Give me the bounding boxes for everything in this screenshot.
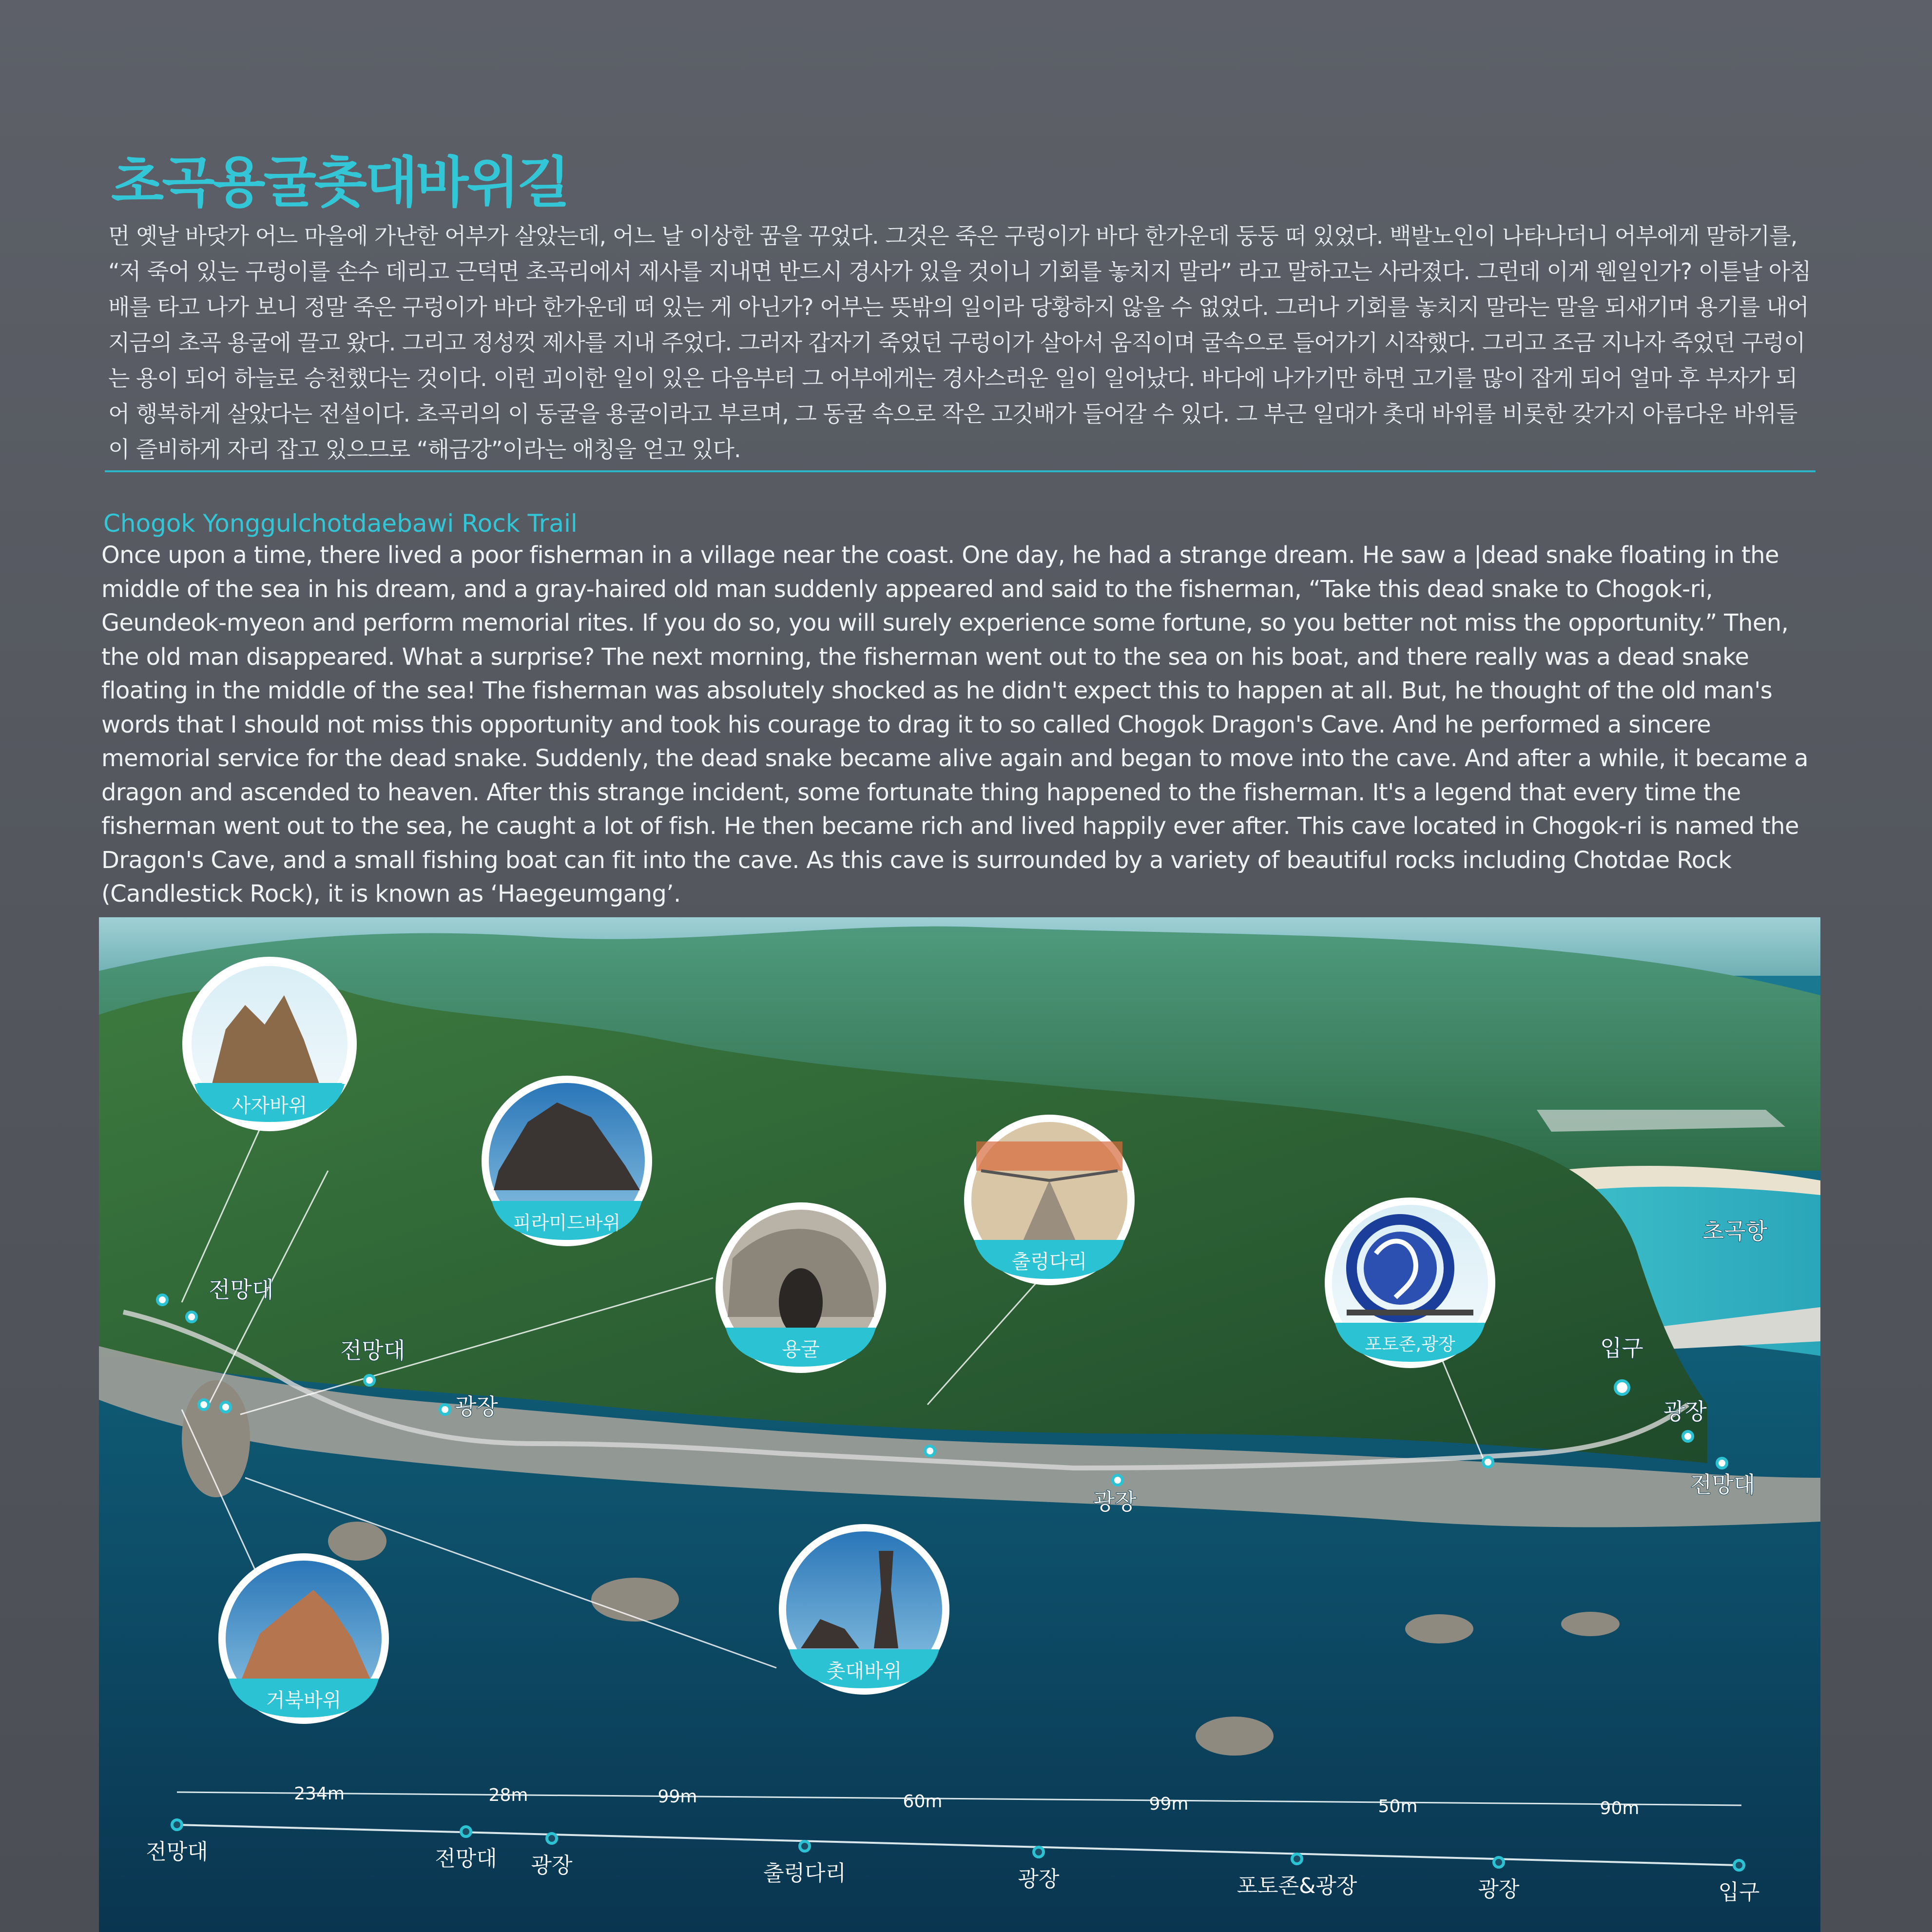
distance-segment: 234m <box>294 1784 345 1804</box>
callout-bridge-label: 출렁다리 <box>1011 1251 1087 1273</box>
distance-segment: 99m <box>657 1787 697 1807</box>
sea-rock <box>182 1380 250 1497</box>
callout-turtle-label: 거북바위 <box>266 1689 342 1712</box>
place-label-plaza: 광장 <box>1093 1488 1137 1515</box>
trail-map <box>99 917 1820 1932</box>
place-label-plaza: 광장 <box>455 1393 498 1420</box>
sea-rock <box>328 1522 386 1561</box>
distance-segment: 28m <box>488 1785 528 1805</box>
route-stop-label: 광장 <box>531 1853 573 1878</box>
route-stop-label: 포토존&광장 <box>1236 1874 1357 1898</box>
distance-segment: 90m <box>1600 1798 1640 1818</box>
sea-rock <box>591 1578 679 1622</box>
place-label-observatory: 전망대 <box>340 1337 406 1364</box>
sea-rock <box>1196 1717 1274 1756</box>
place-label-harbor: 초곡항 <box>1702 1218 1768 1244</box>
callout-pyramid-rock <box>482 1076 652 1246</box>
sign-title-en: Chogok Yonggulchotdaebawi Rock Trail <box>103 509 578 538</box>
callout-candlestick-label: 촛대바위 <box>826 1660 902 1682</box>
cave-opening <box>779 1268 823 1336</box>
route-stop-label: 광장 <box>1478 1877 1520 1902</box>
route-stop-label: 출렁다리 <box>763 1861 847 1886</box>
callout-dragon-cave <box>715 1202 886 1373</box>
distance-segment: 60m <box>903 1792 943 1812</box>
place-label-entrance: 입구 <box>1600 1335 1643 1361</box>
section-divider <box>105 470 1816 472</box>
sign-body-ko: 먼 옛날 바닷가 어느 마을에 가난한 어부가 살았는데, 어느 날 이상한 꿈을 꾸었다. 그것은 죽은 구렁이가 바다 한가운데 둥둥 떠 있었다. 백발노인이 나타나더니 어부에게 말하기를, “저 죽어 있는 구렁이를 손수 데리고 근덕면 초곡리에서 제사를 지내면 반드시 경사가 있을 것이니 기회를 놓치지 말라” 라고 말하고는 사라졌다. 그런데 이게 웬일인가? 이튿날 아침 배를 타고 나가 보니 정말 죽은 구렁이가 바다 한가운데 떠 있는 게 아닌가? 어부는 뜻밖의 일이라 당황하지 않을 수 없었다. 그러나 기회를 놓치지 말라는 말을 되새기며 용기를 내어 지금의 초곡 용굴에 끌고 왔다. 그리고 정성껏 제사를 지내 주었다. 그러자 갑자기 죽었던 구렁이가 살아서 움직이며 굴속으로 들어가기 시작했다. 그리고 조금 지나자 죽었던 구렁이는 용이 되어 하늘로 승천했다는 것이다. 이런 괴이한 일이 있은 다음부터 그 어부에게는 경사스러운 일이 일어났다. 바다에 나가기만 하면 고기를 많이 잡게 되어 얼마 후 부자가 되어 행복하게 살았다는 전설이다. 초곡리의 이 동굴을 용굴이라고 부르며, 그 동굴 속으로 작은 고깃배가 들어갈 수 있다. 그 부근 일대가 촛대 바위를 비롯한 갖가지 아름다운 바위들이 즐비하게 자리 잡고 있으므로 “해금강”이라는 애칭을 얻고 있다. <box>108 223 1811 463</box>
callout-turtle-rock <box>218 1553 389 1724</box>
route-stop-label: 입구 <box>1718 1880 1760 1905</box>
callout-photozone <box>1325 1198 1495 1368</box>
place-label-plaza: 광장 <box>1663 1398 1707 1425</box>
sign-body-en: Once upon a time, there lived a poor fisherman in a village near the coast. One day, he had a strange dream. He saw a |dead snake floating in the middle of the sea in his dream, and a gray-haired old man suddenly appeared and said to the fisherman, “Take this dead snake to Chogok-ri, Geundeok-myeon and perform memorial rites. If you do so, you will surely experience some fortune, so you better not miss the opportunity.” Then, the old man disappeared. What a surprise? The next morning, the fisherman went out to the sea on his boat, and there really was a dead snake floating in the middle of the sea! The fisherman was absolutely shocked as he didn't expect this to happen at all. But, he thought of the old man's words that I should not miss this opportunity and took his courage to drag it to so called Chogok Dragon's Cave. And he performed a sincere memorial service for the dead snake. Suddenly, the dead snake became alive again and began to move into the cave. And after a while, it became a dragon and ascended to heaven. After this strange incident, some fortunate thing happened to the fisherman. It's a legend that every time the fisherman went out to the sea, he caught a lot of fish. He then became rich and lived happily ever after. This cave located in Chogok-ri is named the Dragon's Cave, and a small fishing boat can fit into the cave. As this cave is surrounded by a variety of beautiful rocks including Chotdae Rock (Candlestick Rock), it is known as ‘Haegeumgang’. <box>101 541 1808 908</box>
place-label-observatory: 전망대 <box>209 1276 274 1303</box>
callout-photozone-label: 포토존,광장 <box>1365 1334 1455 1354</box>
route-stop-label: 광장 <box>1018 1867 1060 1892</box>
route-stop-label: 전망대 <box>146 1839 208 1864</box>
callout-saja-label: 사자바위 <box>232 1095 308 1117</box>
callout-candlestick-rock <box>779 1524 949 1695</box>
callout-suspension-bridge <box>964 1115 1135 1285</box>
sign-title-ko: 초곡용굴촛대바위길 <box>111 151 568 214</box>
distance-segment: 50m <box>1378 1797 1418 1816</box>
route-stop-label: 전망대 <box>435 1846 497 1871</box>
callout-dragon-cave-label: 용굴 <box>782 1338 820 1361</box>
place-label-observatory: 전망대 <box>1690 1471 1756 1498</box>
sea-rock <box>1561 1612 1620 1636</box>
sea-rock <box>1405 1614 1473 1643</box>
callout-pyramid-label: 피라미드바위 <box>513 1212 621 1234</box>
callout-saja-rock <box>184 959 355 1129</box>
distance-segment: 99m <box>1149 1794 1189 1814</box>
